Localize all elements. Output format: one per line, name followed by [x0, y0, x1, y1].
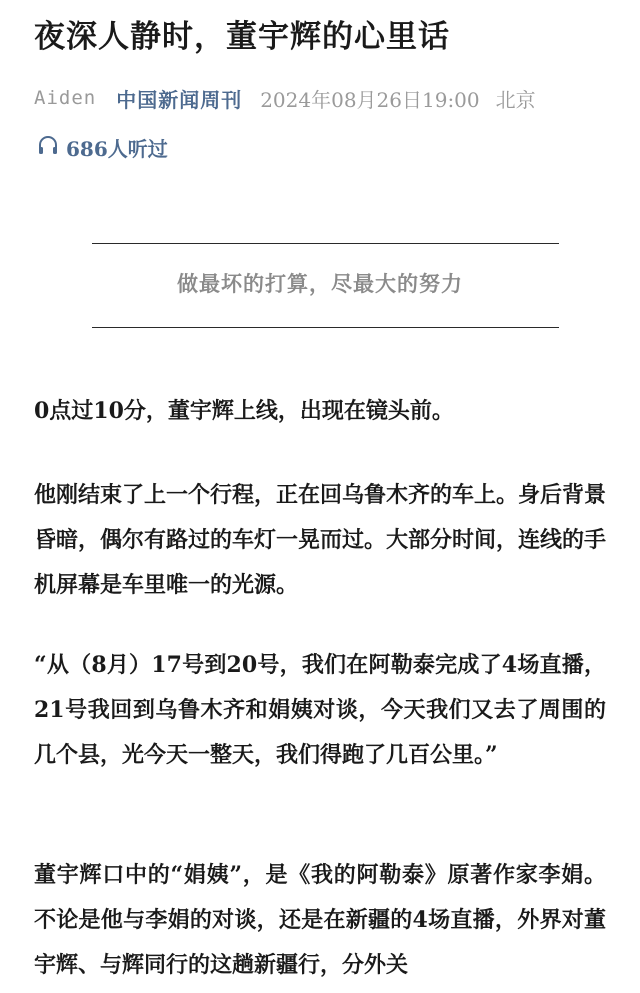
listen-count: 686人听过 [66, 136, 168, 161]
article-meta [34, 82, 536, 114]
paragraph-1: 0点过10分，董宇辉上线，出现在镜头前。 [34, 398, 454, 424]
publish-datetime: 2024年08月26日19:00 [260, 87, 480, 112]
source-link[interactable]: 中国新闻周刊 [116, 87, 243, 112]
listen-button[interactable] [36, 130, 168, 164]
paragraph-4: 董宇辉口中的“娟姨”，是《我的阿勒泰》原著作家李娟。不论是他与李娟的对谈，还是在新疆的4场直播，外界对董宇辉、与辉同行的这趟新疆行，分外关 [34, 862, 606, 978]
publish-location: 北京 [495, 87, 536, 112]
author-name: Aiden [34, 87, 97, 109]
article-title: 夜深人静时，董宇辉的心里话 [34, 19, 450, 55]
quote-divider-bottom [92, 327, 559, 328]
paragraph-3: “从（8月）17号到20号，我们在阿勒泰完成了4场直播，21号我回到乌鲁木齐和娟姨对谈，今天我们又去了周围的几个县，光今天一整天，我们得跑了几百公里。” [34, 652, 606, 768]
pull-quote: 做最坏的打算，尽最大的努力 [177, 271, 463, 296]
quote-divider-top [92, 243, 559, 244]
paragraph-2: 他刚结束了上一个行程，正在回乌鲁木齐的车上。身后背景昏暗，偶尔有路过的车灯一晃而过。大部分时间，连线的手机屏幕是车里唯一的光源。 [34, 482, 607, 598]
headphones-icon [36, 133, 66, 162]
